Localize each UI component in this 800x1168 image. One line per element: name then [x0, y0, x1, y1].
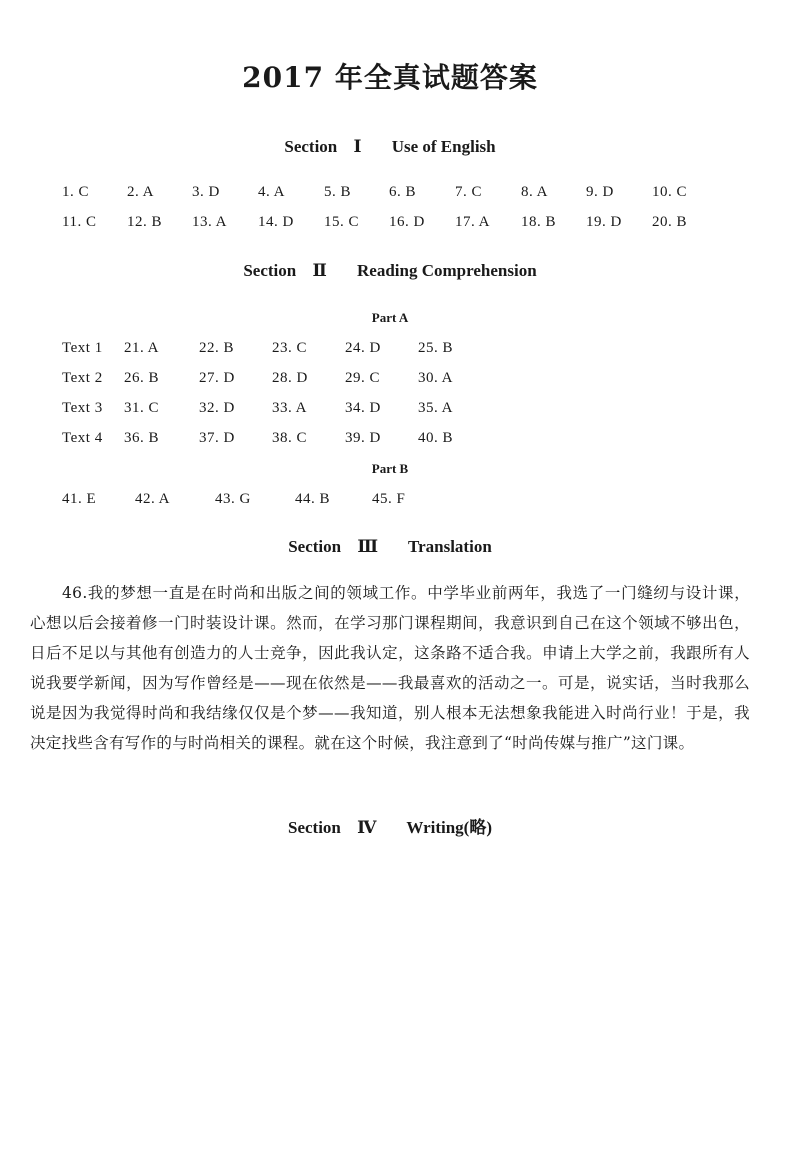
answer-item: 34. D: [345, 400, 381, 416]
answer-item: 2. A: [127, 184, 155, 200]
answer-row: [0, 184, 800, 206]
section-number: Ⅰ: [353, 137, 362, 156]
answer-item: 36. B: [124, 430, 160, 446]
answer-row: [0, 430, 800, 452]
answer-item: 18. B: [521, 214, 557, 230]
answer-row: [0, 400, 800, 422]
answer-item: 32. D: [199, 400, 235, 416]
answer-item: 31. C: [124, 400, 160, 416]
answer-item: 29. C: [345, 370, 381, 386]
answer-item: 16. D: [389, 214, 425, 230]
answer-item: 43. G: [215, 491, 251, 507]
answer-item: 19. D: [586, 214, 622, 230]
answer-item: 42. A: [135, 491, 171, 507]
section-1-heading: [0, 137, 780, 157]
section-name: Translation: [408, 537, 492, 556]
part-a-heading: Part A: [371, 310, 409, 325]
answer-item: 5. B: [324, 184, 352, 200]
section-4-heading: [0, 813, 780, 838]
section-name: Use of English: [391, 137, 496, 156]
answer-item: 23. C: [272, 340, 308, 356]
answer-item: 15. C: [324, 214, 360, 230]
answer-item: 41. E: [62, 491, 97, 507]
answer-item: 24. D: [345, 340, 381, 356]
answer-item: 1. C: [62, 184, 90, 200]
answer-item: 25. B: [418, 340, 454, 356]
section-number: Ⅳ: [357, 818, 377, 837]
part-b-heading: Part B: [371, 461, 409, 476]
answer-item: 17. A: [455, 214, 491, 230]
answer-item: 20. B: [652, 214, 688, 230]
section-number: Ⅲ: [357, 537, 379, 556]
answer-item: 28. D: [272, 370, 308, 386]
answer-item: 37. D: [199, 430, 235, 446]
section-label: Section: [288, 537, 342, 556]
answer-item: 12. B: [127, 214, 163, 230]
text-label: Text 3: [62, 400, 103, 416]
section-label: Section: [243, 261, 297, 280]
section-label: Section: [287, 818, 341, 837]
answer-item: 10. C: [652, 184, 688, 200]
answer-row: [0, 370, 800, 392]
answer-item: 6. B: [389, 184, 417, 200]
answer-item: 7. C: [455, 184, 483, 200]
answer-item: 38. C: [272, 430, 308, 446]
answer-item: 40. B: [418, 430, 454, 446]
text-label: Text 1: [62, 340, 103, 356]
answer-row: [0, 491, 800, 513]
answer-item: 39. D: [345, 430, 381, 446]
answer-item: 13. A: [192, 214, 228, 230]
page-title: 2017 年全真试题答案: [242, 61, 538, 94]
answer-item: 22. B: [199, 340, 235, 356]
section-3-heading: [0, 537, 780, 557]
answer-item: 21. A: [124, 340, 160, 356]
translation-answer: 46.我的梦想一直是在时尚和出版之间的领域工作。中学毕业前两年，我选了一门缝纫与设计课，心想以后会接着修一门时装设计课。然而，在学习那门课程期间，我意识到自己在这个领域不够出色，日后不足以与其他有创造力的人士竞争，因此我认定，这条路不适合我。申请上大学之前，我跟所有人说我要学新闻，因为写作曾经是——现在依然是——我最喜欢的活动之一。可是，说实话，当时我那么说是因为我觉得时尚和我结缘仅仅是个梦——我知道，别人根本无法想象我能进入时尚行业！于是，我决定找些含有写作的与时尚相关的课程。就在这个时候，我注意到了“时尚传媒与推广”这门课。: [30, 584, 750, 752]
answer-item: 27. D: [199, 370, 235, 386]
text-label: Text 4: [62, 430, 103, 446]
section-2-heading: [0, 261, 780, 281]
answer-item: 30. A: [418, 370, 454, 386]
answer-item: 14. D: [258, 214, 294, 230]
text-label: Text 2: [62, 370, 103, 386]
answer-item: 11. C: [62, 214, 97, 230]
answer-item: 3. D: [192, 184, 220, 200]
section-label: Section: [284, 137, 338, 156]
answer-item: 33. A: [272, 400, 308, 416]
answer-item: 44. B: [295, 491, 331, 507]
answer-row: [0, 214, 800, 236]
section-name: Writing(略): [406, 818, 492, 837]
answer-item: 26. B: [124, 370, 160, 386]
answer-row: [0, 340, 800, 362]
section-number: Ⅱ: [312, 261, 327, 280]
section-name: Reading Comprehension: [357, 261, 537, 280]
answer-item: 4. A: [258, 184, 286, 200]
answer-item: 9. D: [586, 184, 614, 200]
answer-item: 8. A: [521, 184, 549, 200]
answer-item: 45. F: [372, 491, 406, 507]
answer-item: 35. A: [418, 400, 454, 416]
